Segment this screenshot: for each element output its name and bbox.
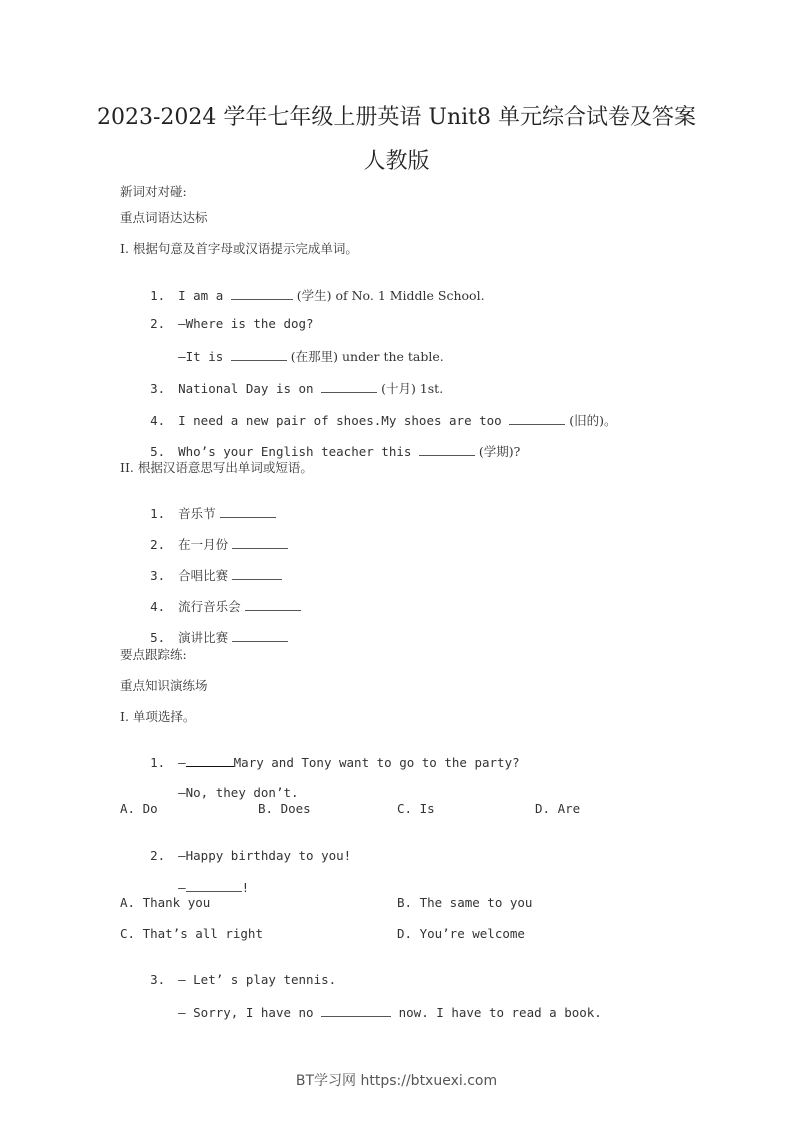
mcq-response: — ! [178, 880, 250, 895]
section-subheading: 重点词语达达标 [120, 210, 208, 225]
answer-blank[interactable] [231, 287, 293, 300]
vocab-item: 4. 流行音乐会 [120, 582, 301, 630]
answer-blank[interactable] [220, 505, 276, 518]
option-a[interactable]: A. Do [120, 801, 158, 816]
vocab-item: 2. 在一月份 [120, 520, 288, 568]
vocab-item: 5. 演讲比赛 [120, 613, 288, 661]
part-instruction: I. 根据句意及首字母或汉语提示完成单词。 [120, 241, 358, 256]
question-item: 2. —Where is the dog? [150, 316, 314, 331]
vocab-item: 3. 合唱比赛 [120, 551, 282, 599]
answer-blank[interactable] [232, 567, 282, 580]
option-b[interactable]: B. Does [258, 801, 311, 816]
option-d[interactable]: D. You’re welcome [397, 926, 525, 941]
mcq-question: 2. —Happy birthday to you! [150, 848, 352, 863]
question-item: —It is (在那里) under the table. [178, 349, 444, 364]
question-item: 5. Who’s your English teacher this (学期)? [150, 444, 521, 459]
document-subtitle: 人教版 [363, 149, 430, 174]
answer-blank[interactable] [231, 348, 287, 361]
part-instruction: II. 根据汉语意思写出单词或短语。 [120, 460, 313, 475]
answer-blank[interactable] [186, 879, 242, 892]
option-c[interactable]: C. That’s all right [120, 926, 263, 941]
vocab-item: 1. 音乐节 [120, 489, 276, 537]
answer-blank[interactable] [186, 754, 234, 767]
section-heading: 新词对对碰: [120, 184, 187, 199]
answer-blank[interactable] [321, 1004, 391, 1017]
question-item: 1. I am a (学生) of No. 1 Middle School. [150, 288, 485, 303]
option-c[interactable]: C. Is [397, 801, 435, 816]
document-title: 2023-2024 学年七年级上册英语 Unit8 单元综合试卷及答案 [97, 105, 696, 130]
question-item: 3. National Day is on (十月) 1st. [150, 381, 444, 396]
mcq-question: 3. — Let’ s play tennis. [150, 972, 337, 987]
mcq-response: —No, they don’t. [178, 785, 299, 800]
mcq-question: 1. — Mary and Tony want to go to the party? [150, 755, 520, 770]
watermark: BT学习网 https://btxuexi.com [295, 1073, 498, 1089]
mcq-response: — Sorry, I have no now. I have to read a book. [178, 1005, 602, 1020]
answer-blank[interactable] [245, 598, 301, 611]
answer-blank[interactable] [419, 443, 475, 456]
option-a[interactable]: A. Thank you [120, 895, 211, 910]
section-subheading: 重点知识演练场 [120, 678, 208, 693]
option-b[interactable]: B. The same to you [397, 895, 533, 910]
question-item: 4. I need a new pair of shoes.My shoes are too (旧的)。 [150, 413, 617, 428]
answer-blank[interactable] [232, 629, 288, 642]
answer-blank[interactable] [232, 536, 288, 549]
option-d[interactable]: D. Are [535, 801, 581, 816]
part-instruction: I. 单项选择。 [120, 709, 196, 724]
answer-blank[interactable] [509, 412, 565, 425]
section-heading: 要点跟踪练: [120, 647, 187, 662]
answer-blank[interactable] [321, 380, 377, 393]
